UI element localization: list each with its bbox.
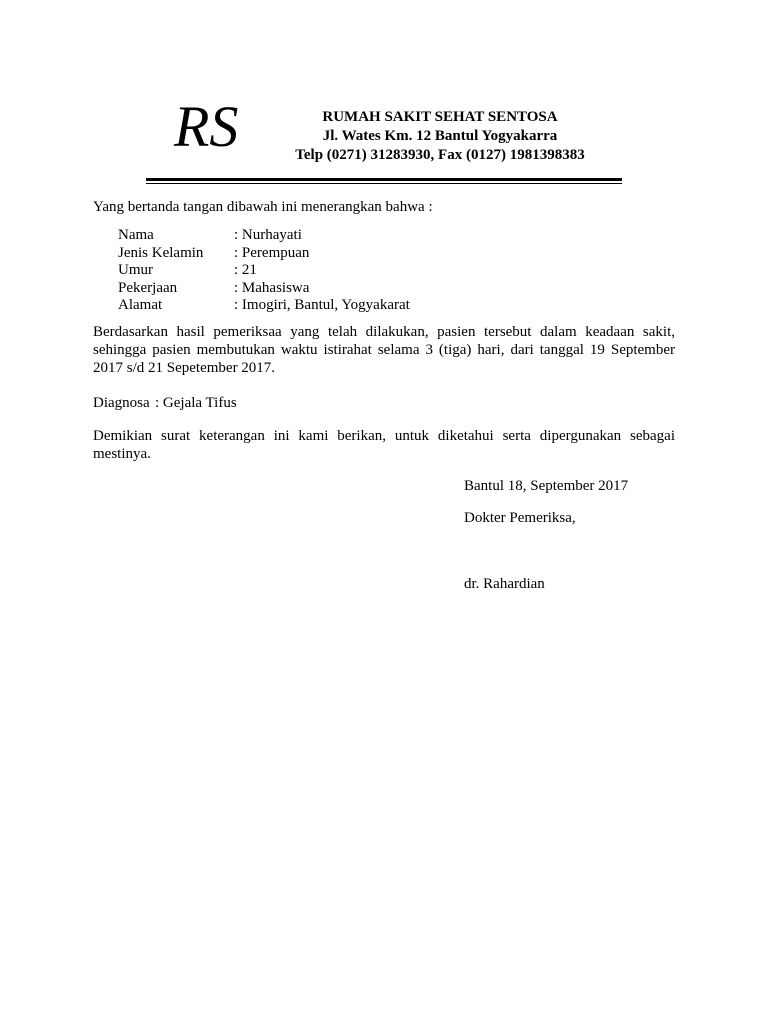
- rs-monogram: [172, 90, 252, 166]
- diagnosis-label: Diagnosa: [93, 395, 150, 411]
- header-divider-thin: [146, 183, 622, 184]
- identity-row-gender: [118, 245, 410, 263]
- diagnosis-value: : Gejala Tifus: [155, 395, 237, 411]
- intro-text: Yang bertanda tangan dibawah ini menerangkan bahwa :: [93, 199, 433, 215]
- signature-title: Dokter Pemeriksa,: [464, 510, 576, 526]
- header-divider-thick: [146, 178, 622, 181]
- identity-row-address: [118, 297, 410, 315]
- statement-paragraph: Berdasarkan hasil pemeriksaa yang telah dilakukan, pasien tersebut dalam keadaan sakit, sehingga pasien membutukan waktu istirahat selama 3 (tiga) hari, dari tanggal 19 September 2017 s/d 21 Sepetember 2017.: [93, 324, 675, 376]
- identity-row-name: [118, 227, 410, 245]
- diagnosis-line: [93, 394, 675, 412]
- hospital-address: Jl. Wates Km. 12 Bantul Yogyakarra: [322, 128, 558, 144]
- closing-paragraph: Demikian surat keterangan ini kami berikan, untuk diketahui serta dipergunakan sebagai mestinya.: [93, 428, 675, 462]
- identity-value: : 21: [234, 262, 257, 278]
- patient-identity-table: [118, 227, 410, 315]
- identity-value: : Mahasiswa: [234, 279, 310, 296]
- signature-place-date: Bantul 18, September 2017: [464, 478, 629, 494]
- identity-value: : Perempuan: [234, 244, 310, 261]
- identity-row-occupation: [118, 280, 410, 298]
- identity-row-age: [118, 262, 410, 280]
- letterhead: [280, 108, 600, 165]
- identity-label: Nama: [118, 227, 154, 243]
- signature-name: dr. Rahardian: [464, 576, 545, 592]
- hospital-contact: Telp (0271) 31283930, Fax (0127) 1981398383: [295, 147, 585, 163]
- hospital-name: RUMAH SAKIT SEHAT SENTOSA: [322, 109, 558, 125]
- svg-text:RS: RS: [174, 94, 239, 159]
- identity-label: Alamat: [118, 297, 163, 313]
- identity-label: Umur: [118, 262, 153, 278]
- identity-value: : Nurhayati: [234, 227, 302, 243]
- identity-value: : Imogiri, Bantul, Yogyakarat: [234, 297, 410, 313]
- identity-label: Pekerjaan: [118, 279, 178, 296]
- identity-label: Jenis Kelamin: [118, 244, 204, 261]
- hospital-logo: [172, 90, 252, 166]
